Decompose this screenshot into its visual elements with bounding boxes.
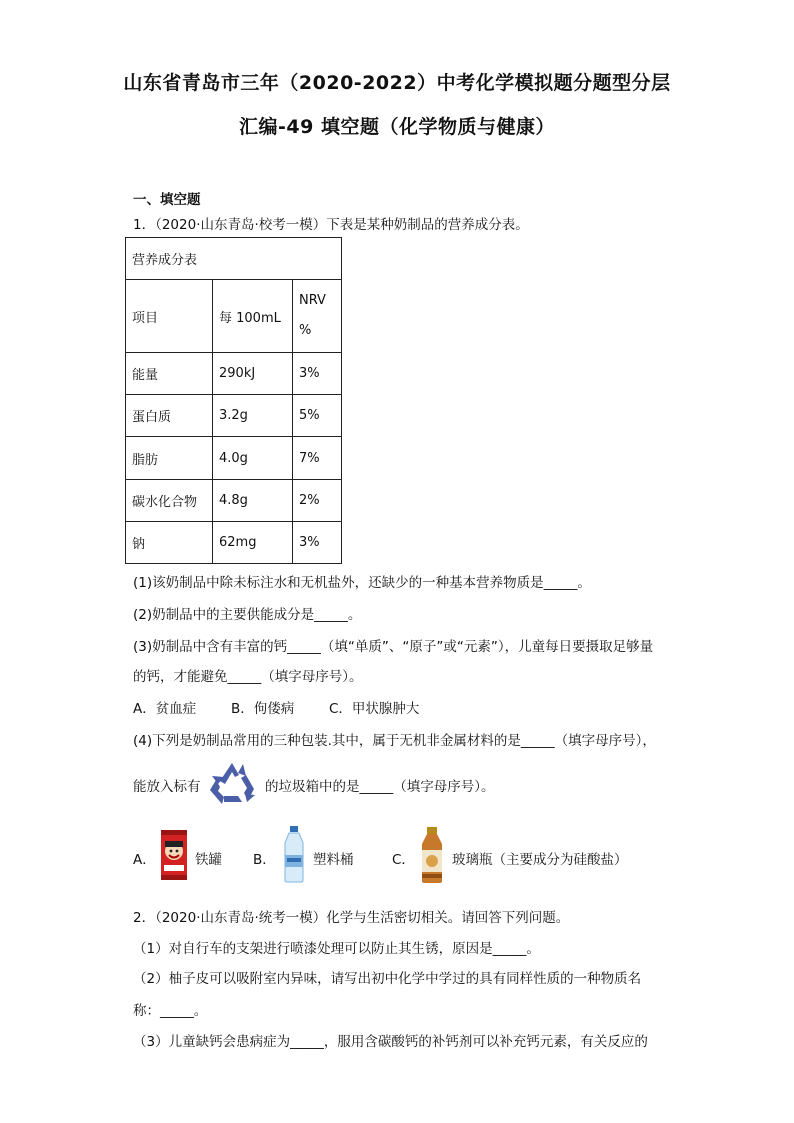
table-header-item: 项目 — [126, 280, 213, 353]
table-row — [126, 480, 342, 522]
question-2-part-2a: （2）柚子皮可以吸附室内异味，请写出初中化学中学过的具有同样性质的一种物质名 — [133, 971, 642, 987]
question-1-part-4b-post: 的垃圾箱中的是_____（填字母序号）。 — [265, 779, 495, 795]
table-cell: 能量 — [126, 353, 213, 395]
page-title-line-1: 山东省青岛市三年（2020-2022）中考化学模拟题分题型分层 — [123, 72, 671, 94]
question-1-part-1: (1)该奶制品中除未标注水和无机盐外，还缺少的一种基本营养物质是_____。 — [133, 575, 591, 591]
table-cell: 蛋白质 — [126, 395, 213, 437]
nrv-percent: % — [299, 323, 312, 338]
option-a: A．贫血症 — [133, 701, 197, 717]
package-option-c-letter: C． — [392, 852, 415, 868]
section-heading: 一、填空题 — [133, 192, 201, 208]
table-cell: 碳水化合物 — [126, 480, 213, 522]
table-row — [126, 395, 342, 437]
page-title-line-2: 汇编-49 填空题（化学物质与健康） — [239, 116, 555, 138]
table-cell: 2% — [293, 480, 342, 522]
table-cell: 5% — [293, 395, 342, 437]
question-2-part-2b: 称：_____。 — [133, 1003, 208, 1019]
nrv-label: NRV — [299, 293, 326, 308]
table-cell: 7% — [293, 437, 342, 480]
package-option-c-label: 玻璃瓶（主要成分为硅酸盐） — [452, 852, 628, 868]
table-row — [126, 437, 342, 480]
question-1-part-3-options — [133, 697, 419, 717]
table-cell: 脂肪 — [126, 437, 213, 480]
table-row — [126, 353, 342, 395]
table-cell: 4.0g — [213, 437, 293, 480]
package-option-b-letter: B． — [253, 852, 276, 868]
iron-can-icon — [158, 827, 190, 883]
nutrition-table — [125, 237, 342, 564]
question-1-part-2: (2)奶制品中的主要供能成分是_____。 — [133, 607, 362, 623]
plastic-bottle-icon — [281, 825, 307, 883]
question-2-part-1: （1）对自行车的支架进行喷漆处理可以防止其生锈，原因是_____。 — [133, 941, 540, 957]
option-c: C．甲状腺肿大 — [329, 701, 420, 717]
table-cell: 3.2g — [213, 395, 293, 437]
glass-bottle-icon — [418, 826, 446, 884]
table-row — [126, 522, 342, 564]
table-cell: 4.8g — [213, 480, 293, 522]
recycle-icon — [208, 760, 256, 806]
table-cell: 3% — [293, 353, 342, 395]
table-cell: 钠 — [126, 522, 213, 564]
question-1-part-4b-pre: 能放入标有 — [133, 779, 201, 795]
question-1-part-3a: (3)奶制品中含有丰富的钙_____（填“单质”、“原子”或“元素”），儿童每日要摄取足够量 — [133, 639, 654, 655]
table-cell: 3% — [293, 522, 342, 564]
question-1-part-3b: 的钙，才能避免_____（填字母序号）。 — [133, 669, 363, 685]
question-2-stem: 2．（2020·山东青岛·统考一模）化学与生活密切相关。请回答下列问题。 — [133, 910, 570, 926]
package-option-b-label: 塑料桶 — [313, 852, 354, 868]
table-caption: 营养成分表 — [126, 238, 342, 280]
package-option-a-label: 铁罐 — [195, 852, 222, 868]
table-cell: 62mg — [213, 522, 293, 564]
package-option-a-letter: A． — [133, 852, 156, 868]
question-1-stem: 1．（2020·山东青岛·校考一模）下表是某种奶制品的营养成分表。 — [133, 217, 529, 233]
question-2-part-3: （3）儿童缺钙会患病症为_____，服用含碳酸钙的补钙剂可以补充钙元素，有关反应的 — [133, 1034, 648, 1050]
table-header-per100: 每 100mL — [213, 280, 293, 353]
option-b: B．佝偻病 — [231, 701, 295, 717]
table-header-nrv — [293, 280, 342, 353]
question-1-part-4a: (4)下列是奶制品常用的三种包装.其中，属于无机非金属材料的是_____（填字母序号）， — [133, 733, 656, 749]
table-cell: 290kJ — [213, 353, 293, 395]
